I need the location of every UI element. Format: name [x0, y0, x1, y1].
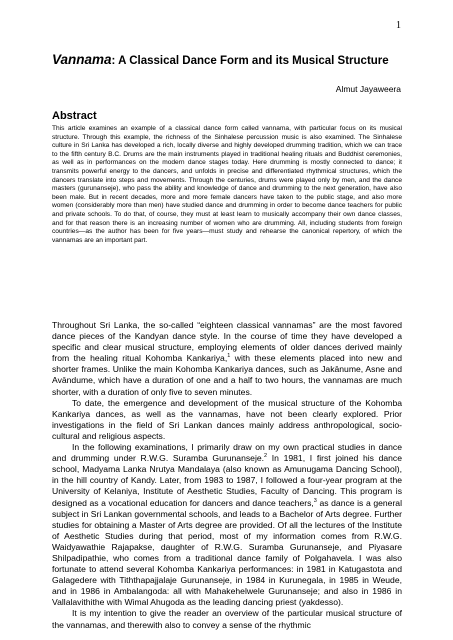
- abstract-heading: Abstract: [52, 110, 97, 122]
- body-paragraph-1: [52, 320, 402, 398]
- body-paragraph-4: It is my intention to give the reader an overview of the particular musical structure of the vannamas, and therewith also to convey a sense of the rhythmic: [52, 608, 402, 630]
- footnote-ref-1: 1: [227, 353, 231, 360]
- body-p3b-text: In 1981, I first joined his dance school, Madyama Lanka Nrutya Mandalaya (also known as Amunugama Dancing School), in the hill country of Kandy. Later, from 1983 to 1987, I followed a four-year program at the University of Kelaniya, Institute of Aesthetic Studies, Faculty of Dancing. This program is designed as a vocational education for dancers and dance teachers,: [52, 453, 403, 508]
- title-italic: Vannama: [52, 52, 112, 67]
- footnote-ref-3: 3: [313, 497, 317, 504]
- title-rest: : A Classical Dance Form and its Musical Structure: [111, 55, 389, 67]
- paper-title: [52, 52, 412, 67]
- body-paragraph-2: To date, the emergence and development of the musical structure of the Kohomba Kankariya dances, as well as the vannamas, have not been clearly explored. Prior investigations in the field of Sri Lankan dances mainly address anthropological, socio-cultural and religious aspects.: [52, 397, 402, 441]
- body-text: [52, 320, 402, 631]
- body-p1-text: Throughout Sri Lanka, the so-called “eighteen classical vannamas” are the most favored dance pieces of the Kandyan dance style. In the course of time they have developed a specific and clear musical structure, employing elements of older dances derived mainly from the healing ritual Kohomba Kankariya,: [52, 320, 402, 364]
- body-p3a-text: In the following examinations, I primarily draw on my own practical studies in dance and drumming under R.W.G. Suramba Gurunanseje.: [52, 442, 402, 464]
- body-p1b-text: with these elements placed into new and shorter frames. Unlike the main Kohomba Kankariya dances, such as Jakānume, Asne and Avāndume, which have a duration of one and a half to two hours, the vannamas are much shorter, with a duration of only five to seven minutes.: [52, 353, 402, 397]
- page-number: 1: [396, 20, 401, 31]
- abstract-paragraph: This article examines an example of a classical dance form called vannama, with particular focus on its musical structure. Through this example, the richness of the Sinhalese percussion music is also examined. The Sinhalese culture in Sri Lanka has developed a rich, locally diverse and highly developed drumming tradition, which we can trace to the fifth century B.C. Drums are the main instruments played in traditional healing rituals and Buddhist ceremonies, as well as in performances on the modern dance stages today. Here drumming is mostly connected to dance; it transmits powerful energy to the dancers, and unfolds in precise and differentiated rhythmical structures, which the dancers translate into steps and movements. Through the centuries, drums were played only by men, and the dance masters (gurunanseje), who pass the ability and knowledge of dance and drumming to the next generation, have also been male. But in recent decades, more and more female dancers have taken to the public stage, and also more women (considerably more than men) have studied dance and drumming in order to become dance teachers for public and private schools. To do that, of course, they must at least learn to musically accompany their own dance classes, and for that reason there is an increasing number of women who are drumming. All, including students from foreign countries—as the author has been for five years—must study and rehearse the canonical repertory, of which the vannamas are an important part.: [52, 125, 402, 244]
- author-name: Almut Jayaweera: [335, 84, 401, 94]
- body-p3c-text: as dance is a general subject in Sri Lankan governmental schools, and leads to a Bachelor of Arts degree. Further studies for obtaining a Master of Arts degree are provided. Of all the lectures of the Institute of Aesthetic Studies during that period, most of my information comes from R.W.G. Waidyawathie Rajapakse, daughter of R.W.G. Suramba Gurunanseje, and Piyasare Shilpadipathie, who comes from a traditional dance family of Polgahavela. I was also fortunate to attend several Kohomba Kankariya performances: in 1981 in Katugastota and Galagedere with Tiththapajjalaje Gurunanseje, in 1984 in Kurunegala, in 1985 in Weude, and in 1986 in Ambalangoda: all with Mahakehelwele Gurunanseje; and also in 1986 in Vallalavithithe with Wimal Ahugoda as the leading dancing priest (yakdesso).: [52, 497, 402, 608]
- footnote-ref-2: 2: [264, 453, 268, 460]
- abstract-text: [52, 125, 402, 245]
- body-paragraph-3: [52, 442, 402, 608]
